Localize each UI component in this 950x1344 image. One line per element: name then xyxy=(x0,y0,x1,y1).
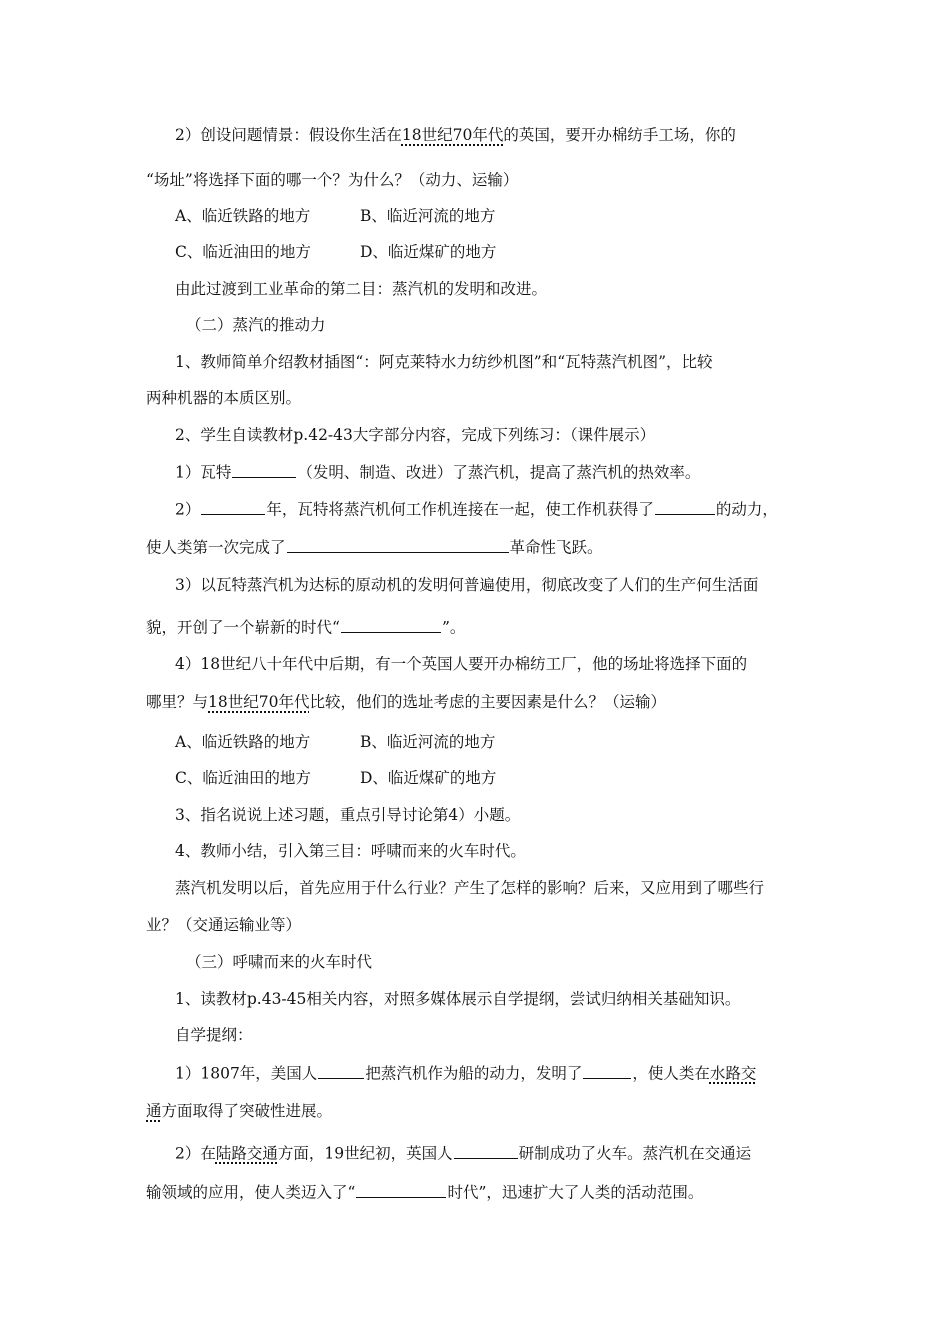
exercise-3-line-1: 3）以瓦特蒸汽机为达标的原动机的发明何普遍使用，彻底改变了人们的生产何生活面 xyxy=(175,576,759,594)
option-a: A、临近铁路的地方 xyxy=(175,733,311,751)
text: 2）在 xyxy=(175,1144,216,1163)
answer-blank[interactable] xyxy=(655,498,715,515)
emphasized-text: 18世纪70年代 xyxy=(208,693,310,711)
answer-blank[interactable] xyxy=(232,461,296,478)
answer-blank[interactable] xyxy=(356,1181,446,1198)
text: 把蒸汽机作为船的动力，发明了 xyxy=(365,1064,583,1083)
paragraph-1-line-1: 1、教师简单介绍教材插图“：阿克莱特水力纺纱机图”和“瓦特蒸汽机图”，比较 xyxy=(175,353,713,371)
text: 2）创设问题情景：假设你生活在 xyxy=(175,126,402,144)
answer-blank[interactable] xyxy=(318,1062,364,1079)
text: 1）瓦特 xyxy=(175,463,232,482)
exercise-2-line-2 xyxy=(146,536,603,558)
question-line-2: 业？（交通运输业等） xyxy=(146,916,302,934)
option-c: C、临近油田的地方 xyxy=(175,243,311,261)
text: 哪里？与 xyxy=(146,693,209,711)
emphasized-text: 水路交 xyxy=(709,1064,757,1083)
transition-line: 由此过渡到工业革命的第二目：蒸汽机的发明和改进。 xyxy=(175,280,548,298)
emphasized-text: 陆路交通 xyxy=(215,1144,278,1163)
paragraph-5: 1、读教材p.43-45相关内容，对照多媒体展示自学提纲，尝试归纳相关基础知识。 xyxy=(175,990,741,1008)
exercise-1 xyxy=(175,461,700,483)
text: 革命性飞跃。 xyxy=(509,538,603,557)
text: 比较，他们的选址考虑的主要因素是什么？（运输） xyxy=(309,693,666,711)
option-b: B、临近河流的地方 xyxy=(360,733,496,751)
outline-heading: 自学提纲： xyxy=(175,1026,253,1044)
answer-blank[interactable] xyxy=(201,498,265,515)
text: ”。 xyxy=(441,618,466,637)
paragraph-1-line-2: 两种机器的本质区别。 xyxy=(146,389,302,407)
text: 貌，开创了一个崭新的时代“ xyxy=(146,618,340,637)
paragraph-3: 3、指名说说上述习题，重点引导讨论第4）小题。 xyxy=(175,806,521,824)
answer-blank[interactable] xyxy=(287,536,509,553)
exercise-3-line-2 xyxy=(146,616,465,638)
outline-2-line-1 xyxy=(175,1142,751,1164)
emphasized-text: 18世纪70年代 xyxy=(401,126,504,144)
text: 2） xyxy=(175,500,201,519)
text: 方面取得了突破性进展。 xyxy=(161,1102,333,1120)
section-heading-3: （三）呼啸而来的火车时代 xyxy=(186,953,373,971)
text: （发明、制造、改进）了蒸汽机，提高了蒸汽机的热效率。 xyxy=(297,463,701,482)
text: 使人类第一次完成了 xyxy=(146,538,286,557)
text: 研制成功了火车。蒸汽机在交通运 xyxy=(518,1144,752,1163)
option-d: D、临近煤矿的地方 xyxy=(360,243,497,261)
paragraph-4: 4、教师小结，引入第三目：呼啸而来的火车时代。 xyxy=(175,842,526,860)
text: 的动力， xyxy=(715,500,778,519)
text: 时代”，迅速扩大了人类的活动范围。 xyxy=(447,1183,704,1202)
outline-1-line-2 xyxy=(146,1101,332,1121)
option-a: A、临近铁路的地方 xyxy=(175,207,311,225)
answer-blank[interactable] xyxy=(341,616,441,633)
question-2-line-2: “场址”将选择下面的哪一个？为什么？（动力、运输） xyxy=(146,171,519,189)
text: 的英国，要开办棉纺手工场，你的 xyxy=(503,126,736,144)
exercise-4-line-2 xyxy=(146,692,666,712)
paragraph-2: 2、学生自读教材p.42-43大字部分内容，完成下列练习：（课件展示） xyxy=(175,426,656,444)
answer-blank[interactable] xyxy=(454,1142,518,1159)
exercise-2-line-1 xyxy=(175,498,778,520)
text: 输领域的应用，使人类迈入了“ xyxy=(146,1183,356,1202)
question-line-1: 蒸汽机发明以后，首先应用于什么行业？产生了怎样的影响？后来，又应用到了哪些行 xyxy=(175,879,765,897)
emphasized-text: 通 xyxy=(146,1102,162,1120)
outline-1-line-1 xyxy=(175,1062,756,1084)
question-2-line-1 xyxy=(175,125,736,145)
option-d: D、临近煤矿的地方 xyxy=(360,769,497,787)
option-c: C、临近油田的地方 xyxy=(175,769,311,787)
text: 1）1807年，美国人 xyxy=(175,1064,318,1083)
section-heading-2: （二）蒸汽的推动力 xyxy=(186,316,326,334)
text: 方面，19世纪初，英国人 xyxy=(277,1144,453,1163)
text: 年，瓦特将蒸汽机何工作机连接在一起，使工作机获得了 xyxy=(266,500,654,519)
answer-blank[interactable] xyxy=(583,1062,631,1079)
option-b: B、临近河流的地方 xyxy=(360,207,496,225)
outline-2-line-2 xyxy=(146,1181,703,1203)
text: ，使人类在 xyxy=(632,1064,710,1083)
exercise-4-line-1: 4）18世纪八十年代中后期，有一个英国人要开办棉纺工厂，他的场址将选择下面的 xyxy=(175,655,748,673)
